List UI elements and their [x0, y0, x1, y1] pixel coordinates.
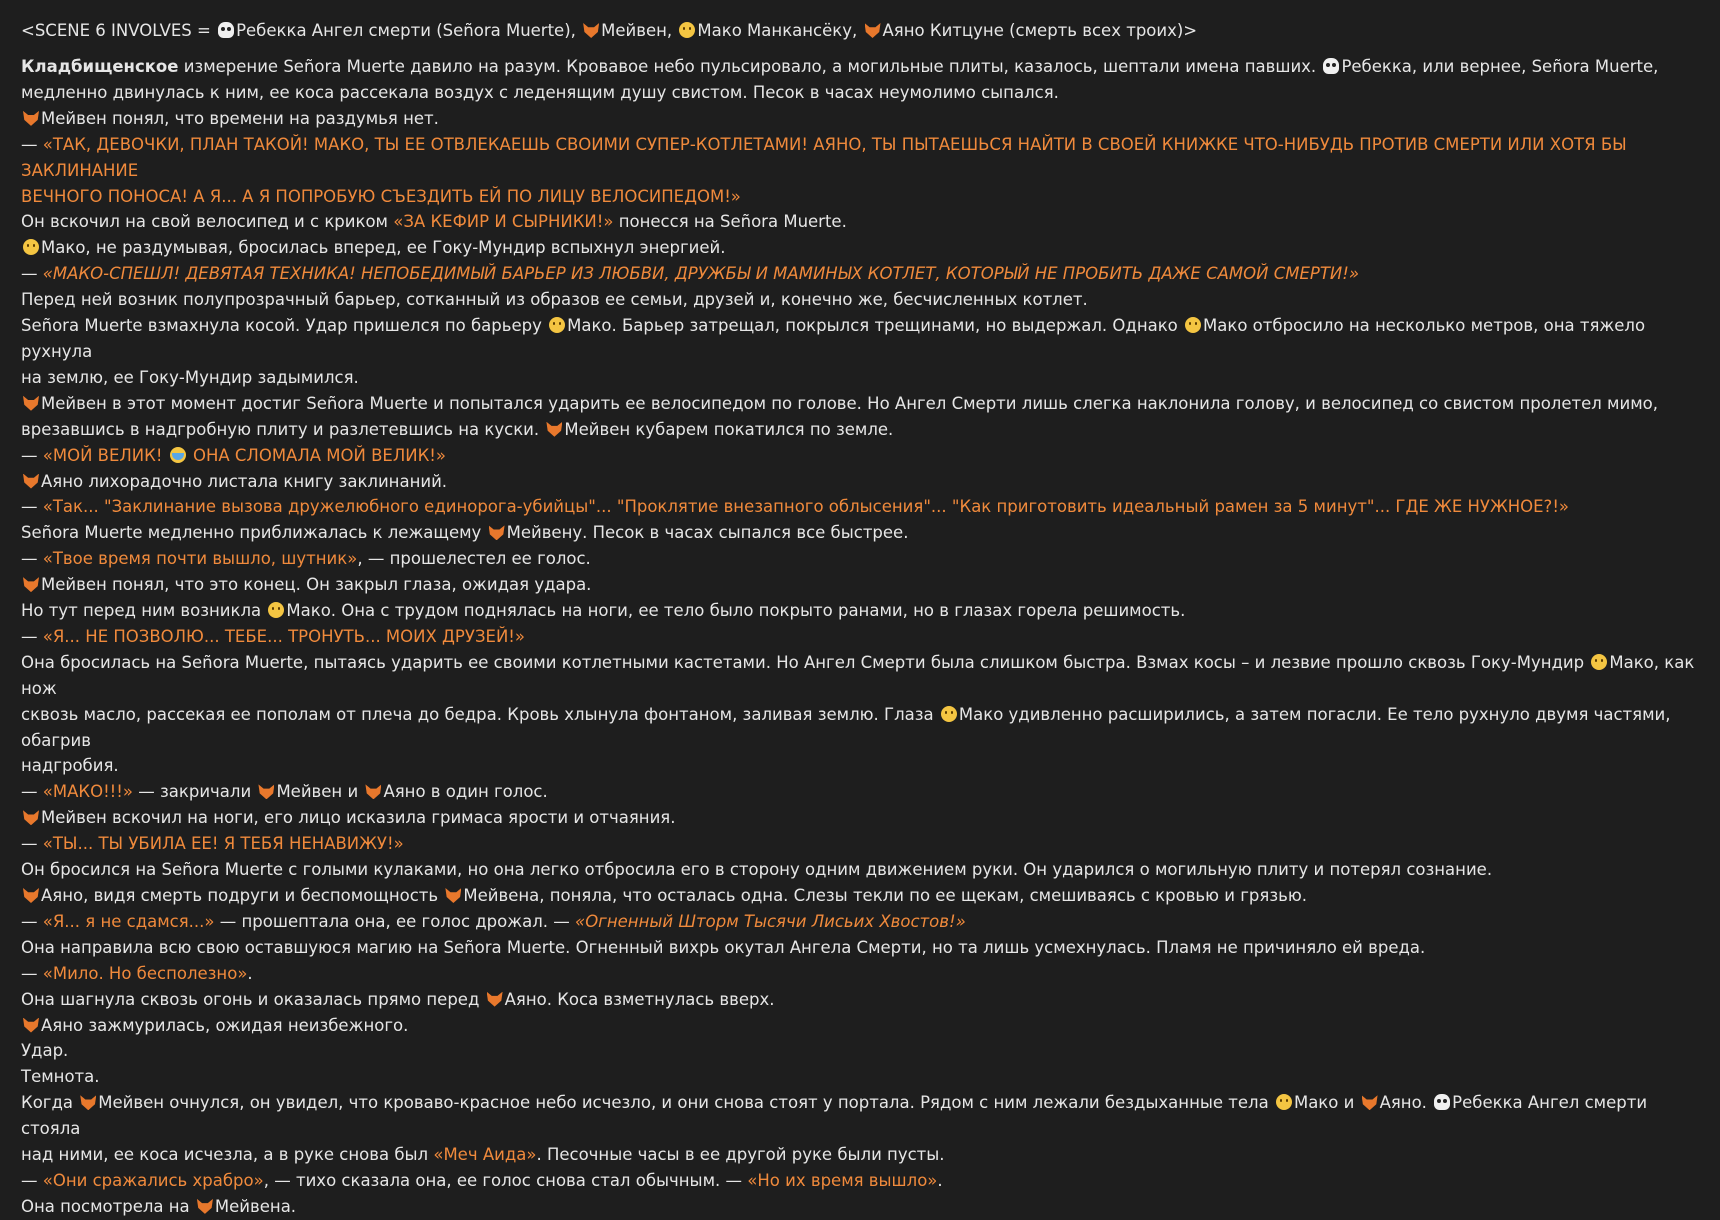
narration-text: Темнота. [21, 1067, 100, 1087]
dialogue-text: «Твое время почти вышло, шутник» [42, 549, 358, 569]
dialogue-text: «Мило. Но бесполезно» [42, 963, 248, 983]
narration-text: Мако, как нож [21, 652, 1695, 698]
message-line [21, 1038, 1699, 1064]
fox-emoji-icon [23, 474, 39, 489]
narration-text: Мейвен и [276, 782, 364, 802]
narration-text: Он бросился на Señora Muerte с голыми кулаками, но она легко отбросила его в сторону одним движением руки. Он ударился о могильную плиту и потерял сознание. [21, 860, 1493, 880]
narration-text: Мейвен кубарем покатился по земле. [564, 419, 894, 439]
narration-text: . [937, 1170, 943, 1190]
narration-text: <SCENE 6 INVOLVES = [21, 21, 217, 40]
skull-emoji-icon [1434, 1094, 1450, 1110]
message-line [21, 753, 1699, 779]
dialogue-text: «Так... "Заклинание вызова дружелюбного единорога-убийцы"... "Проклятие внезапного облысения"... "Как приготовить идеальный рамен за 5 минут"... ГДЕ ЖЕ НУЖНОЕ?!» [42, 497, 1570, 517]
technique-shout-text: «МАКО-СПЕШЛ! ДЕВЯТАЯ ТЕХНИКА! НЕПОБЕДИМЫЙ БАРЬЕР ИЗ ЛЮБВИ, ДРУЖБЫ И МАМИНЫХ КОТЛЕТ, КОТОРЫЙ НЕ ПРОБИТЬ ДАЖЕ САМОЙ СМЕРТИ!» [42, 264, 1360, 284]
technique-shout-text: «Огненный Шторм Тысячи Лисьих Хвостов!» [575, 911, 966, 931]
message-line [21, 883, 1699, 909]
message-line [21, 287, 1699, 313]
narration-text: Señora Muerte медленно приближалась к лежащему [21, 523, 487, 543]
narration-text: Когда [21, 1093, 79, 1113]
narration-text: Мейвен понял, что времени на раздумья нет. [41, 108, 439, 128]
narration-text: — закричали [133, 782, 257, 802]
narration-text: — [21, 626, 43, 646]
bold-text: Кладбищенское [21, 57, 179, 76]
narration-text: Ребекка Ангел смерти (Señora Muerte), [236, 21, 582, 40]
narration-text: Мейвен вскочил на ноги, его лицо исказила гримаса ярости и отчаяния. [41, 808, 676, 828]
fox-emoji-icon [23, 888, 39, 903]
message-line [21, 1194, 1699, 1220]
narration-text: Она бросилась на Señora Muerte, пытаясь ударить ее своими котлетными кастетами. Но Ангел Смерти была слишком быстра. Взмах косы – и лезвие прошло сквозь Гоку-Мундир [21, 652, 1590, 672]
crying-face-emoji-icon [170, 447, 186, 463]
narration-text: — [21, 834, 43, 854]
narration-text: Мако Манкансёку, [697, 21, 863, 40]
narration-text: Мако, не раздумывая, бросилась вперед, ее Гоку-Мундир вспыхнул энергией. [41, 238, 726, 258]
scene-header [21, 18, 1699, 44]
fox-emoji-icon [197, 1199, 213, 1214]
narration-text: над ними, ее коса исчезла, а в руке снова был [21, 1145, 434, 1165]
narration-text: Аяно. Коса взметнулась вверх. [504, 989, 775, 1009]
fox-emoji-icon [23, 111, 39, 126]
worried-face-emoji-icon [1591, 654, 1607, 670]
message-line [21, 235, 1699, 261]
message-line [21, 209, 1699, 235]
dialogue-text: «ТЫ... ТЫ УБИЛА ЕЕ! Я ТЕБЯ НЕНАВИЖУ!» [42, 834, 404, 854]
message-line [21, 702, 1699, 754]
message-line [21, 1168, 1699, 1194]
fox-emoji-icon [489, 525, 505, 540]
fox-emoji-icon [23, 396, 39, 411]
narration-text: Перед ней возник полупрозрачный барьер, сотканный из образов ее семьи, друзей и, конечно же, бесчисленных котлет. [21, 290, 1088, 310]
fox-emoji-icon [583, 23, 599, 38]
worried-face-emoji-icon [268, 602, 284, 618]
fox-emoji-icon [23, 1018, 39, 1033]
narration-text: — [21, 497, 43, 517]
narration-text: понесся на Señora Muerte. [613, 212, 847, 232]
message-body [21, 54, 1699, 1220]
message-line [21, 132, 1699, 184]
message-line [21, 520, 1699, 546]
narration-text: Аяно Китцуне (смерть всех троих)> [882, 21, 1198, 40]
narration-text: . [247, 963, 253, 983]
narration-text: — [21, 264, 43, 284]
message-line [21, 54, 1699, 80]
dialogue-text: «МОЙ ВЕЛИК! [42, 445, 168, 465]
worried-face-emoji-icon [23, 239, 39, 255]
narration-text: Señora Muerte взмахнула косой. Удар пришелся по барьеру [21, 316, 548, 336]
message-line [21, 598, 1699, 624]
message-line [21, 961, 1699, 987]
narration-text: Аяно, видя смерть подруги и беспомощность [41, 886, 444, 905]
message-line [21, 805, 1699, 831]
narration-text: Мейвена, поняла, что осталась одна. Слезы текли по ее щекам, смешиваясь с кровью и грязью. [463, 886, 1307, 905]
dialogue-text: «МАКО!!!» [42, 782, 134, 802]
worried-face-emoji-icon [1185, 317, 1201, 333]
message-line [21, 857, 1699, 883]
message-line [21, 1013, 1699, 1039]
dialogue-text: «ЗА КЕФИР И СЫРНИКИ!» [393, 212, 614, 232]
narration-text: Мако отбросило на несколько метров, она тяжело рухнула [21, 316, 1646, 361]
worried-face-emoji-icon [1276, 1094, 1292, 1110]
narration-text: , — прошелестел ее голос. [357, 549, 591, 569]
dialogue-text: «Но их время вышло» [747, 1170, 938, 1190]
message-line [21, 572, 1699, 598]
narration-text: — прошептала она, ее голос дрожал. — [214, 911, 576, 931]
narration-text: надгробия. [21, 756, 119, 776]
message-line [21, 909, 1699, 935]
worried-face-emoji-icon [549, 317, 565, 333]
narration-text: Мейвен очнулся, он увидел, что кроваво-красное небо исчезло, и они снова стоят у портала. Рядом с ним лежали бездыханные тела [98, 1093, 1274, 1113]
narration-text: Мейвен в этот момент достиг Señora Muerte и попытался ударить ее велосипедом по голове. Но Ангел Смерти лишь слегка наклонила голову, и велосипед со свистом пролетел мимо, [41, 393, 1659, 413]
dialogue-text: ОНА СЛОМАЛА МОЙ ВЕЛИК!» [187, 445, 447, 465]
narration-text: , — тихо сказала она, ее голос снова стал обычным. — [263, 1170, 748, 1190]
narration-text: — [21, 134, 43, 154]
narration-text: на землю, ее Гоку-Мундир задымился. [21, 367, 359, 387]
narration-text: Мако. Она с трудом поднялась на ноги, ее тело было покрыто ранами, но в глазах горела решимость. [286, 601, 1186, 621]
narration-text: Мейвен понял, что это конец. Он закрыл глаза, ожидая удара. [41, 575, 592, 595]
narration-text: Она направила всю свою оставшуюся магию на Señora Muerte. Огненный вихрь окутал Ангела Смерти, но та лишь усмехнулась. Пламя не причиняло ей вреда. [21, 937, 1426, 957]
fox-emoji-icon [487, 992, 503, 1007]
message-line [21, 1142, 1699, 1168]
fox-emoji-icon [365, 784, 381, 799]
message-line [21, 80, 1699, 106]
fox-emoji-icon [1362, 1095, 1378, 1110]
message-line [21, 1090, 1699, 1142]
message-line [21, 184, 1699, 210]
message-line [21, 987, 1699, 1013]
message-line [21, 313, 1699, 365]
message-line [21, 469, 1699, 495]
message-line [21, 261, 1699, 287]
fox-emoji-icon [546, 422, 562, 437]
dialogue-text: ВЕЧНОГО ПОНОСА! А Я... А Я ПОПРОБУЮ СЪЕЗДИТЬ ЕЙ ПО ЛИЦУ ВЕЛОСИПЕДОМ!» [21, 186, 741, 206]
narration-text: — [21, 963, 43, 983]
narration-text: Но тут перед ним возникла [21, 601, 267, 621]
message-line [21, 831, 1699, 857]
message-line [21, 391, 1699, 417]
message-line [21, 1064, 1699, 1090]
narration-text: Аяно в один голос. [383, 782, 548, 802]
message-line [21, 494, 1699, 520]
dialogue-text: «Меч Аида» [433, 1145, 537, 1165]
worried-face-emoji-icon [941, 706, 957, 722]
narration-text: . Песочные часы в ее другой руке были пусты. [536, 1145, 945, 1165]
skull-emoji-icon [218, 22, 234, 38]
narration-text: Мако. Барьер затрещал, покрылся трещинами, но выдержал. Однако [567, 316, 1184, 336]
fox-emoji-icon [23, 810, 39, 825]
narration-text: — [21, 445, 43, 465]
narration-text: — [21, 1170, 43, 1190]
narration-text: Аяно зажмурилась, ожидая неизбежного. [41, 1015, 409, 1035]
message-line [21, 417, 1699, 443]
message-line [21, 935, 1699, 961]
message-line [21, 443, 1699, 469]
message-line [21, 650, 1699, 702]
message-line [21, 106, 1699, 132]
narration-text: измерение Señora Muerte давило на разум. Кровавое небо пульсировало, а могильные плиты, казалось, шептали имена павших. [178, 57, 1322, 76]
message-line [21, 624, 1699, 650]
dialogue-text: «ТАК, ДЕВОЧКИ, ПЛАН ТАКОЙ! МАКО, ТЫ ЕЕ ОТВЛЕКАЕШЬ СВОИМИ СУПЕР-КОТЛЕТАМИ! АЯНО, ТЫ ПЫТАЕШЬСЯ НАЙТИ В СВОЕЙ КНИЖКЕ ЧТО-НИБУДЬ ПРОТИВ СМЕРТИ ИЛИ ХОТЯ БЫ ЗАКЛИНАНИЕ [21, 134, 1627, 180]
narration-text: Ребекка Ангел смерти стояла [21, 1093, 1648, 1139]
narration-text: Мако и [1293, 1093, 1360, 1113]
narration-text: Удар. [21, 1041, 69, 1061]
dialogue-text: «Они сражались храбро» [42, 1170, 264, 1190]
narration-text: Ребекка, или вернее, Señora Muerte, [1341, 57, 1659, 76]
narration-text: — [21, 911, 43, 931]
narration-text: сквозь масло, рассекая ее пополам от плеча до бедра. Кровь хлынула фонтаном, заливая землю. Глаза [21, 704, 939, 724]
narration-text: Мако удивленно расширились, а затем погасли. Ее тело рухнуло двумя частями, обагрив [21, 704, 1671, 750]
narration-text: врезавшись в надгробную плиту и разлетевшись на куски. [21, 419, 545, 439]
narration-text: Мейвена. [214, 1196, 297, 1216]
message-line [21, 779, 1699, 805]
narration-text: Мейвен, [601, 21, 678, 40]
narration-text: Она посмотрела на [21, 1196, 195, 1216]
dialogue-text: «Я... я не сдамся...» [42, 911, 215, 931]
narration-text: Она шагнула сквозь огонь и оказалась прямо перед [21, 989, 485, 1009]
narration-text: Он вскочил на свой велосипед и с криком [21, 212, 394, 232]
narration-text: — [21, 782, 43, 802]
message-line [21, 546, 1699, 572]
narration-text: медленно двинулась к ним, ее коса рассекала воздух с леденящим душу свистом. Песок в часах неумолимо сыпался. [21, 82, 1059, 102]
fox-emoji-icon [80, 1095, 96, 1110]
narration-text: — [21, 549, 43, 569]
fox-emoji-icon [258, 784, 274, 799]
worried-face-emoji-icon [679, 22, 695, 38]
dialogue-text: «Я... НЕ ПОЗВОЛЮ... ТЕБЕ... ТРОНУТЬ... МОИХ ДРУЗЕЙ!» [42, 626, 525, 646]
narration-text: Аяно лихорадочно листала книгу заклинаний. [41, 471, 448, 491]
narration-text: Аяно. [1379, 1093, 1433, 1113]
fox-emoji-icon [23, 577, 39, 592]
fox-emoji-icon [865, 23, 881, 38]
message-line [21, 365, 1699, 391]
narration-text: Мейвену. Песок в часах сыпался все быстрее. [506, 523, 909, 543]
fox-emoji-icon [445, 888, 461, 903]
skull-emoji-icon [1323, 58, 1339, 74]
